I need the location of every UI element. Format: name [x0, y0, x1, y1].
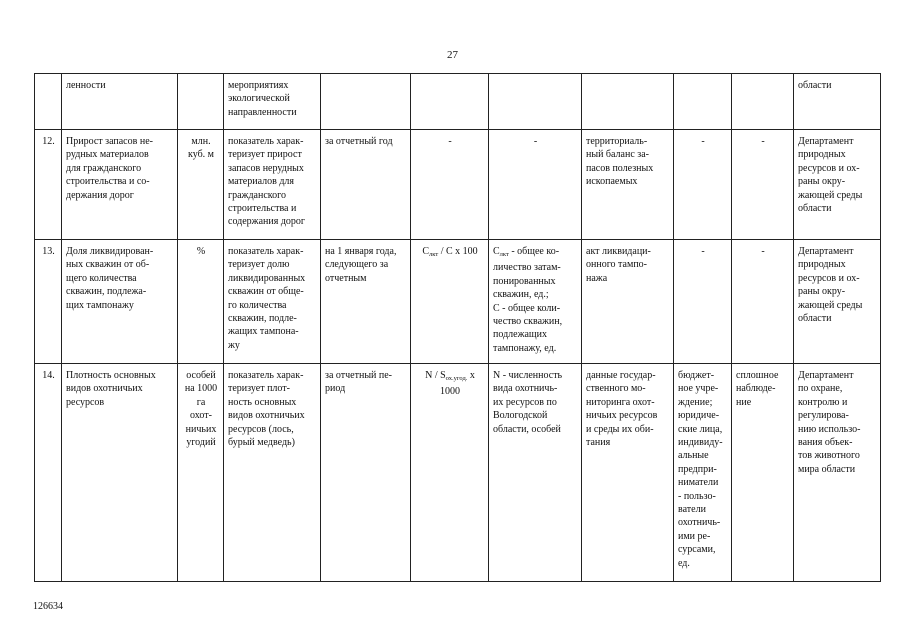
cell-text-line: отчетным	[325, 272, 367, 284]
cell-text-line: за отчетный пе-	[325, 370, 393, 381]
cell-text-line: области, особей	[493, 423, 561, 435]
cell-text-line: бюджет-	[678, 370, 715, 381]
cell-text-line: вида охотничь-	[493, 383, 558, 395]
cell-method	[732, 364, 794, 582]
cell-text-line: природных	[798, 259, 846, 271]
indicators-table	[34, 73, 881, 582]
document-id: 126634	[33, 601, 63, 612]
cell-text-line: области	[798, 203, 832, 215]
cell-method	[732, 74, 794, 130]
cell-responsible	[794, 240, 881, 364]
cell-source	[582, 74, 674, 130]
cell-text-line: области	[798, 313, 832, 325]
cell-text-line: регулирова-	[798, 410, 849, 422]
cell-text-line: скважин, подле-	[228, 313, 297, 325]
cell-unit	[178, 364, 224, 582]
cell-text-line: ватели	[678, 504, 706, 516]
cell-unit	[178, 240, 224, 364]
cell-text-line: их ресурсов по	[493, 396, 557, 408]
cell-text-line: территориаль-	[586, 136, 648, 147]
cell-text-line: тания	[586, 437, 611, 449]
cell-text-line: для гражданского	[66, 162, 142, 174]
cell-text-line: держания дорог	[66, 189, 134, 201]
cell-text-line: экологической	[228, 93, 290, 105]
cell-text-line: контролю и	[798, 396, 848, 408]
cell-text-line: мероприятиях	[228, 80, 289, 91]
table-row	[35, 130, 881, 240]
cell-text-line: ние	[736, 396, 752, 408]
cell-text-line: материалов для	[228, 176, 295, 188]
cell-text-line: N - численность	[493, 370, 563, 381]
cell-text-line: данные государ-	[586, 370, 656, 381]
cell-text-line: -	[701, 246, 705, 257]
cell-text-line: видов охотничьих	[66, 383, 143, 395]
cell-text-line: нажа	[586, 272, 608, 284]
cell-respondents	[674, 74, 732, 130]
cell-text-line: запасов нерудных	[228, 162, 304, 174]
cell-text-line: ресурсов и ох-	[798, 272, 860, 284]
cell-period	[321, 364, 411, 582]
cell-text-line: показатель харак-	[228, 246, 304, 257]
cell-text-line: Прирост запасов не-	[66, 136, 153, 147]
cell-text-line: на 1000	[184, 383, 218, 395]
cell-text-line: раны окру-	[798, 176, 846, 188]
cell-unit	[178, 74, 224, 130]
cell-text-line: бурый медведь)	[228, 437, 295, 449]
cell-text-line: скважин, подлежа-	[66, 286, 147, 298]
cell-number: 12.	[35, 130, 62, 240]
table-body	[35, 74, 881, 582]
cell-text-line: щего количества	[66, 272, 137, 284]
cell-respondents	[674, 364, 732, 582]
cell-text-line: жающей среды	[798, 189, 863, 201]
cell-text-line: альные	[678, 450, 709, 462]
cell-text-line: Плотность основных	[66, 370, 156, 381]
cell-text-line: ный баланс за-	[586, 149, 649, 161]
cell-formula-legend	[489, 130, 582, 240]
cell-text-line: рудных материалов	[66, 149, 149, 161]
cell-text-line: сурсами,	[678, 544, 716, 556]
cell-text-line: Департамент	[798, 370, 854, 381]
cell-text-line: показатель харак-	[228, 136, 304, 147]
cell-formula: N / $S_{ох.угод.}$ x 1000	[411, 364, 489, 582]
cell-number	[35, 74, 62, 130]
cell-period	[321, 74, 411, 130]
cell-text-line: онного тампо-	[586, 259, 647, 271]
page-number: 27	[447, 49, 458, 61]
cell-text-line: гражданского	[228, 189, 286, 201]
cell-text-line: пасов полезных	[586, 162, 654, 174]
cell-text-line: ископаемых	[586, 176, 638, 188]
cell-text-line: ликвидированных	[228, 272, 306, 284]
cell-text-line: ские лица,	[678, 423, 723, 435]
cell-text-line: ных скважин от об-	[66, 259, 150, 271]
cell-text-line: жащих тампона-	[228, 326, 299, 338]
cell-text-line: индивиду-	[678, 437, 723, 449]
cell-text-line: Доля ликвидирован-	[66, 246, 154, 257]
cell-text-line: куб. м	[187, 149, 214, 161]
cell-text-line: ресурсов (лось,	[228, 423, 294, 435]
cell-text-line: акт ликвидаци-	[586, 246, 651, 257]
cell-text-line: предпри-	[678, 463, 717, 475]
cell-text-line: жающей среды	[798, 299, 863, 311]
cell-description	[224, 74, 321, 130]
cell-text-line: ственного мо-	[586, 383, 646, 395]
cell-text-line: строительства и со-	[66, 176, 150, 188]
cell-text-line: ленности	[66, 80, 106, 91]
cell-text-line: видов охотничьих	[228, 410, 305, 422]
cell-text-line: раны окру-	[798, 286, 846, 298]
cell-formula-legend: $C_{лкт}$ - общее ко- личество затам- понированных скважин, ед.; C - общее коли- чество скважин, подлежащих тампонажу, ед.	[489, 240, 582, 364]
cell-text-line: риод	[325, 383, 346, 395]
cell-text-line: сплошное	[736, 370, 779, 381]
cell-text-line: содержания дорог	[228, 216, 306, 228]
cell-description	[224, 240, 321, 364]
cell-indicator	[62, 364, 178, 582]
cell-text-line: ничьих	[185, 423, 217, 435]
cell-source	[582, 240, 674, 364]
cell-responsible	[794, 74, 881, 130]
cell-text-line: -	[701, 136, 705, 147]
cell-formula-legend	[489, 74, 582, 130]
cell-text-line: %	[196, 246, 206, 257]
cell-text-line: мира области	[798, 463, 856, 475]
cell-text-line: -	[533, 136, 538, 147]
cell-text-line: угодий	[186, 437, 216, 449]
cell-source	[582, 130, 674, 240]
cell-indicator	[62, 240, 178, 364]
cell-text-line: -	[448, 136, 452, 147]
cell-text-line: охотничь-	[678, 517, 721, 529]
cell-text-line: наблюде-	[736, 383, 776, 395]
cell-respondents	[674, 240, 732, 364]
cell-indicator	[62, 130, 178, 240]
cell-text-line: млн.	[191, 136, 211, 147]
cell-description	[224, 364, 321, 582]
cell-text-line: юридиче-	[678, 410, 720, 422]
cell-text-line: теризует плот-	[228, 383, 290, 395]
cell-text-line: ничьих ресурсов	[586, 410, 658, 422]
cell-formula-legend	[489, 364, 582, 582]
cell-text-line: Вологодской	[493, 410, 548, 422]
cell-text-line: по охране,	[798, 383, 843, 395]
cell-text-line: за отчетный год	[325, 136, 393, 147]
cell-number: 14.	[35, 364, 62, 582]
cell-indicator	[62, 74, 178, 130]
cell-text-line: тов животного	[798, 450, 860, 462]
cell-text-line: жу	[228, 339, 240, 351]
cell-text-line: скважин от обще-	[228, 286, 304, 298]
table-row-continuation	[35, 74, 881, 130]
cell-unit	[178, 130, 224, 240]
cell-text-line: щих тампонажу	[66, 299, 134, 311]
cell-text-line: ность основных	[228, 396, 297, 408]
cell-period	[321, 130, 411, 240]
cell-text-line: ед.	[678, 557, 690, 569]
cell-text-line: охот-	[190, 410, 212, 422]
cell-text-line: области	[798, 80, 832, 91]
cell-text-line: природных	[798, 149, 846, 161]
cell-text-line: ное учре-	[678, 383, 719, 395]
cell-method	[732, 130, 794, 240]
cell-responsible	[794, 130, 881, 240]
cell-text-line: теризует долю	[228, 259, 290, 271]
table-row	[35, 240, 881, 364]
cell-text-line: особей	[186, 370, 216, 381]
cell-text-line: -	[761, 136, 765, 147]
cell-formula	[411, 74, 489, 130]
cell-text-line: ниторинга охот-	[586, 396, 655, 408]
cell-text-line: показатель харак-	[228, 370, 304, 381]
cell-text-line: ресурсов и ох-	[798, 162, 860, 174]
cell-text-line: Департамент	[798, 246, 854, 257]
cell-text-line: га	[196, 396, 206, 408]
cell-text-line: нию использо-	[798, 423, 861, 435]
cell-text-line: вания объек-	[798, 437, 853, 449]
cell-respondents	[674, 130, 732, 240]
cell-method	[732, 240, 794, 364]
cell-period	[321, 240, 411, 364]
cell-text-line: ресурсов	[66, 396, 105, 408]
cell-text-line: следующего за	[325, 259, 389, 271]
cell-text-line: го количества	[228, 299, 287, 311]
cell-text-line: направленности	[228, 106, 297, 118]
cell-formula: $C_{лкт}$ / C x 100	[411, 240, 489, 364]
cell-text-line: ждение;	[678, 396, 713, 408]
cell-text-line: теризует прирост	[228, 149, 302, 161]
cell-text-line: ниматели	[678, 477, 719, 489]
cell-formula	[411, 130, 489, 240]
cell-text-line: Департамент	[798, 136, 854, 147]
cell-text-line: строительства и	[228, 203, 297, 215]
cell-description	[224, 130, 321, 240]
cell-text-line: -	[761, 246, 765, 257]
cell-responsible	[794, 364, 881, 582]
cell-text-line: и среды их оби-	[586, 423, 654, 435]
cell-number: 13.	[35, 240, 62, 364]
cell-text-line: на 1 января года,	[325, 246, 397, 257]
table-row	[35, 364, 881, 582]
cell-text-line: ими ре-	[678, 530, 711, 542]
cell-text-line: - пользо-	[678, 490, 716, 502]
cell-source	[582, 364, 674, 582]
